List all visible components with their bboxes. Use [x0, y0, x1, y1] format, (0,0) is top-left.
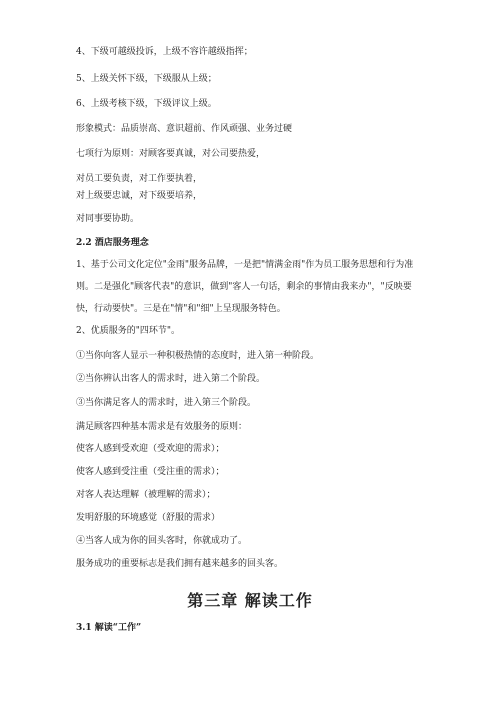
text-line: 对员工要负责，对工作要执着，	[76, 174, 203, 184]
text-line: ④当客人成为你的回头客时，你就成功了。	[76, 536, 248, 546]
text-line: 使客人感到受欢迎（受欢迎的需求）；	[76, 444, 225, 454]
text-line: 对客人表达理解（被理解的需求）；	[76, 490, 216, 500]
section-heading: 2.2 酒店服务理念	[76, 238, 149, 248]
text-line: 4、下级可越级投诉，上级不容许越级指挥；	[76, 47, 253, 57]
text-line: 6、上级考核下级，下级评议上级。	[76, 99, 217, 109]
text-line: 七项行为原则：对顾客要真诚，对公司要热爱，	[76, 149, 266, 159]
text-line: 对上级要忠诚，对下级要培养，	[76, 191, 203, 201]
paragraph: 1、基于公司文化定位"金雨"服务品牌，一是把"情满金雨"作为员工服务思想和行为准则。二是强化"顾客代表"的意识，做到"客人一句话，剩余的事情由我来办"，"反映要快，行动要快"。三是在"情"和"细"上呈现服务特色。	[76, 260, 414, 314]
text-line: 5、上级关怀下级，下级服从上级；	[76, 74, 217, 84]
text-line: ①当你向客人显示一种积极热情的态度时，进入第一种阶段。	[76, 351, 320, 361]
text-line: ③当你满足客人的需求时，进入第三个阶段。	[76, 398, 257, 408]
text-line: ②当你辨认出客人的需求时，进入第二个阶段。	[76, 374, 266, 384]
text-line: 形象模式：品质崇高、意识超前、作风顽强、业务过硬	[76, 124, 293, 134]
text-line: 满足顾客四种基本需求是有效服务的原则：	[76, 422, 248, 432]
section-heading: 3.1 解读“工作”	[76, 623, 142, 633]
text-line: 对同事要协助。	[76, 214, 140, 224]
text-line: 2、优质服务的"四环节"。	[76, 326, 181, 336]
text-line: 发明舒服的环境感觉（舒服的需求）	[76, 513, 221, 523]
chapter-title: 第三章 解读工作	[187, 591, 313, 610]
text-line: 服务成功的重要标志是我们拥有越来越多的回头客。	[76, 559, 284, 569]
text-line: 使客人感到受注重（受注重的需求）；	[76, 467, 225, 477]
